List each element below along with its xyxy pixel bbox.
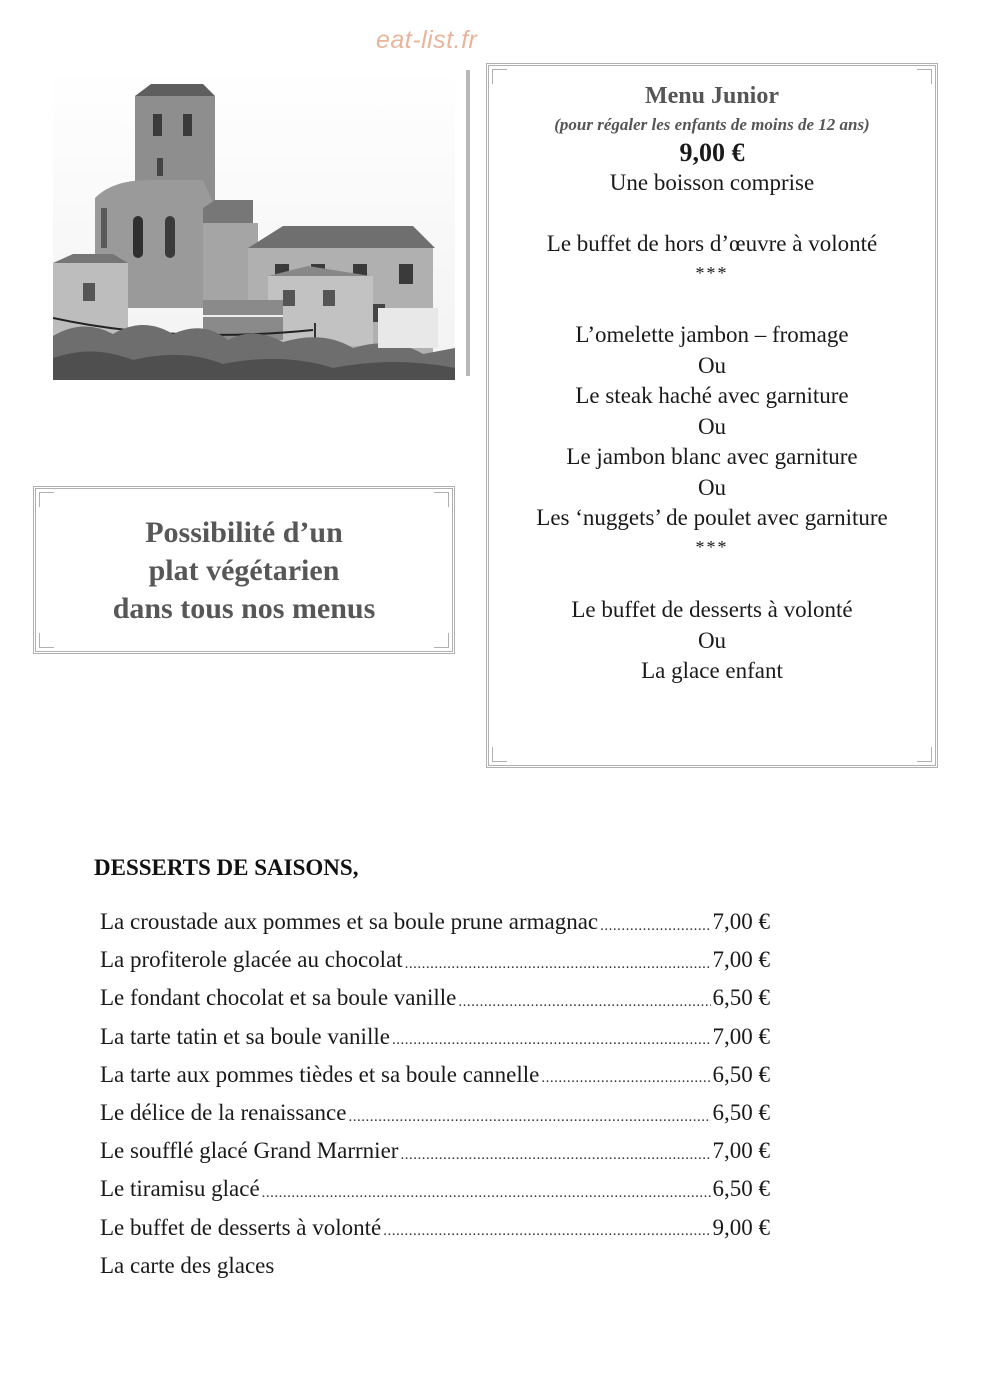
dot-leader	[600, 910, 710, 935]
church-photo	[53, 68, 455, 380]
dessert-name: La carte des glaces	[100, 1252, 275, 1278]
menu-separator: ***	[695, 537, 729, 557]
dessert-name: Le soufflé glacé Grand Marrnier	[100, 1138, 399, 1164]
dessert-price: 7,00 €	[712, 909, 770, 935]
dessert-price: 6,50 €	[712, 1061, 770, 1087]
dessert-row	[100, 1056, 770, 1094]
dessert-price: 6,50 €	[712, 1100, 770, 1126]
dessert-price: 7,00 €	[712, 947, 770, 973]
dessert-name: La tarte tatin et sa boule vanille	[100, 1023, 390, 1049]
dessert-row	[100, 1170, 770, 1208]
dessert-name: La profiterole glacée au chocolat	[100, 947, 403, 973]
dessert-price: 7,00 €	[712, 1023, 770, 1049]
dot-leader	[262, 1177, 711, 1202]
menu-main-item: Les ‘nuggets’ de poulet avec garniture	[536, 505, 888, 530]
menu-drink: Une boisson comprise	[609, 170, 815, 195]
vegetarian-line: plat végétarien	[148, 554, 340, 587]
dessert-row	[100, 1247, 770, 1285]
menu-junior-box	[486, 63, 938, 768]
dessert-row	[100, 1018, 770, 1056]
dot-leader	[383, 1215, 710, 1240]
menu-main-item: L’omelette jambon – fromage	[575, 322, 849, 347]
dessert-name: Le buffet de desserts à volonté	[100, 1214, 382, 1240]
menu-price: 9,00 €	[679, 138, 745, 167]
dessert-price: 6,50 €	[712, 985, 770, 1011]
dessert-price: 6,50 €	[712, 1176, 770, 1202]
watermark: eat-list.fr	[376, 26, 478, 54]
menu-main-or: Ou	[697, 353, 727, 378]
dot-leader	[400, 1139, 710, 1164]
menu-dessert-or: Ou	[697, 628, 727, 653]
dot-leader	[392, 1024, 711, 1049]
dot-leader	[405, 948, 711, 973]
dessert-row	[100, 1132, 770, 1170]
dessert-row	[100, 979, 770, 1017]
menu-separator: ***	[695, 263, 729, 283]
dessert-list	[100, 903, 770, 1285]
dessert-price: 9,00 €	[712, 1214, 770, 1240]
menu-main-item: Le steak haché avec garniture	[575, 383, 849, 408]
photo-divider	[466, 70, 470, 376]
dessert-name: La tarte aux pommes tièdes et sa boule cannelle	[100, 1061, 540, 1087]
dot-leader	[348, 1101, 710, 1126]
dessert-name: Le fondant chocolat et sa boule vanille	[100, 985, 457, 1011]
dessert-name: La croustade aux pommes et sa boule prune armagnac	[100, 909, 599, 935]
dessert-row	[100, 903, 770, 941]
dot-leader	[458, 986, 710, 1011]
menu-dessert-item: Le buffet de desserts à volonté	[571, 597, 853, 622]
menu-main-or: Ou	[697, 475, 727, 500]
dessert-price: 7,00 €	[712, 1138, 770, 1164]
dessert-name: Le délice de la renaissance	[100, 1100, 347, 1126]
menu-main-or: Ou	[697, 414, 727, 439]
vegetarian-line: dans tous nos menus	[112, 592, 376, 625]
dessert-row	[100, 941, 770, 979]
dot-leader	[541, 1062, 710, 1087]
dessert-row	[100, 1094, 770, 1132]
menu-dessert-item: La glace enfant	[641, 658, 783, 683]
dessert-name: Le tiramisu glacé	[100, 1176, 260, 1202]
desserts-heading: DESSERTS DE SAISONS,	[94, 855, 359, 880]
dessert-row	[100, 1209, 770, 1247]
vegetarian-line: Possibilité d’un	[145, 516, 343, 549]
menu-subtitle: (pour régaler les enfants de moins de 12 ans)	[554, 115, 870, 134]
vegetarian-notice-box	[33, 486, 455, 654]
menu-title: Menu Junior	[644, 83, 779, 109]
menu-main-item: Le jambon blanc avec garniture	[566, 444, 858, 469]
menu-starter: Le buffet de hors d’œuvre à volonté	[546, 231, 878, 256]
